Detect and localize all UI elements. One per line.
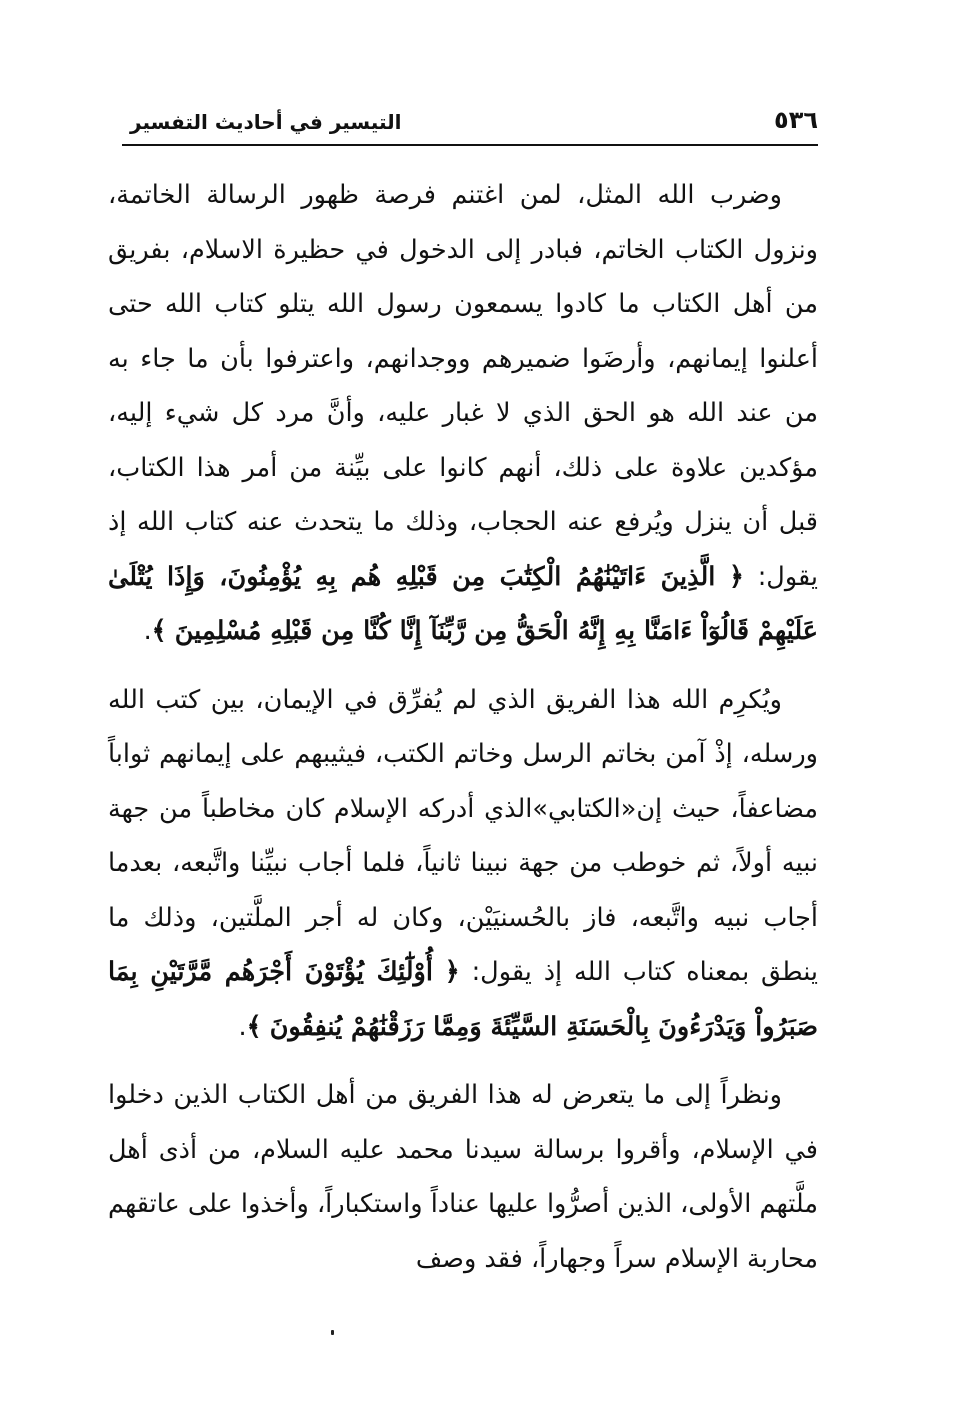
paragraph-3 bbox=[108, 1068, 818, 1286]
quran-close-bracket: ﴾ bbox=[151, 616, 167, 646]
paragraph-2-end: . bbox=[238, 1011, 247, 1042]
page-number: ٥٣٦ bbox=[774, 106, 818, 134]
body-text bbox=[108, 168, 818, 1286]
paragraph-1-end: . bbox=[143, 616, 152, 646]
running-title: التيسير في أحاديث التفسير bbox=[130, 110, 402, 134]
paragraph-2 bbox=[108, 673, 818, 1055]
page-header bbox=[122, 104, 818, 146]
quran-open-bracket: ﴿ bbox=[729, 561, 744, 592]
paragraph-1-text: وضرب الله المثل، لمن اغتنم فرصة ظهور الرسالة الخاتمة، ونزول الكتاب الخاتم، فبادر إلى الدخول في حظيرة الاسلام، بفريق من أهل الكتاب ما كادوا يسمعون رسول الله يتلو كتاب الله حتى أعلنوا إيمانهم، وأرضَوا ضميرهم ووجدانهم، واعترفوا بأن ما جاء به من عند الله هو الحق الذي لا غبار عليه، وأنَّ مرد كل شيء إليه، مؤكدين علاوة على ذلك، أنهم كانوا على بيِّنة من أمر هذا الكتاب، قبل أن ينزل ويُرفع عنه الحجاب، وذلك ما يتحدث عنه كتاب الله إذ يقول: bbox=[108, 180, 819, 592]
paragraph-2-text: ويُكرِم الله هذا الفريق الذي لم يُفرِّق في الإيمان، بين كتب الله ورسله، إذْ آمن بخاتم الرسل وخاتم الكتب، فيثيبهم على إيمانهم ثواباً مضاعفاً، حيث إن«الكتابي»الذي أدركه الإسلام كان مخاطباً من جهة نبيه أولاً، ثم خوطب من جهة نبينا ثانياً، فلما أجاب نبيِّنا واتَّبعه، بعدما أجاب نبيه واتَّبعه، فاز بالحُسنيَيْن، وكان له أجر الملَّتين، وذلك ما ينطق بمعناه كتاب الله إذ يقول: bbox=[108, 684, 819, 987]
paragraph-3-text: ونظراً إلى ما يتعرض له هذا الفريق من أهل الكتاب الذين دخلوا في الإسلام، وأقروا برسالة سيدنا محمد عليه السلام، من أذى أهل ملَّتهم الأولى، الذين أصرُّوا عليها عناداً واستكباراً، وأخذوا على عاتقهم محاربة الإسلام سراً وجهاراً، فقد وصف bbox=[108, 1080, 818, 1274]
quran-verse-1: الَّذِينَ ءَاتَيْنَٰهُمُ الْكِتَٰبَ مِن قَبْلِهِ هُم بِهِ يُؤْمِنُونَ، وَإِذَا يُتْلَىٰ عَلَيْهِمْ قَالُوٓاْ ءَامَنَّا بِهِ إِنَّهُ الْحَقُّ مِن رَّبِّنَآ إِنَّا كُنَّا مِن قَبْلِهِ مُسْلِمِينَ bbox=[108, 561, 818, 646]
paragraph-1 bbox=[108, 168, 818, 659]
scan-speck bbox=[331, 1330, 334, 1335]
quran-close-bracket: ﴾ bbox=[246, 1011, 262, 1042]
quran-verse-2: أُوْلَٰٓئِكَ يُؤْتَوْنَ أَجْرَهُم مَّرَّتَيْنِ بِمَا صَبَرُواْ وَيَدْرَءُونَ بِالْحَسَنَةِ السَّيِّئَةَ وَمِمَّا رَزَقْنَٰهُمْ يُنفِقُونَ bbox=[108, 957, 818, 1042]
quran-open-bracket: ﴿ bbox=[444, 957, 460, 987]
